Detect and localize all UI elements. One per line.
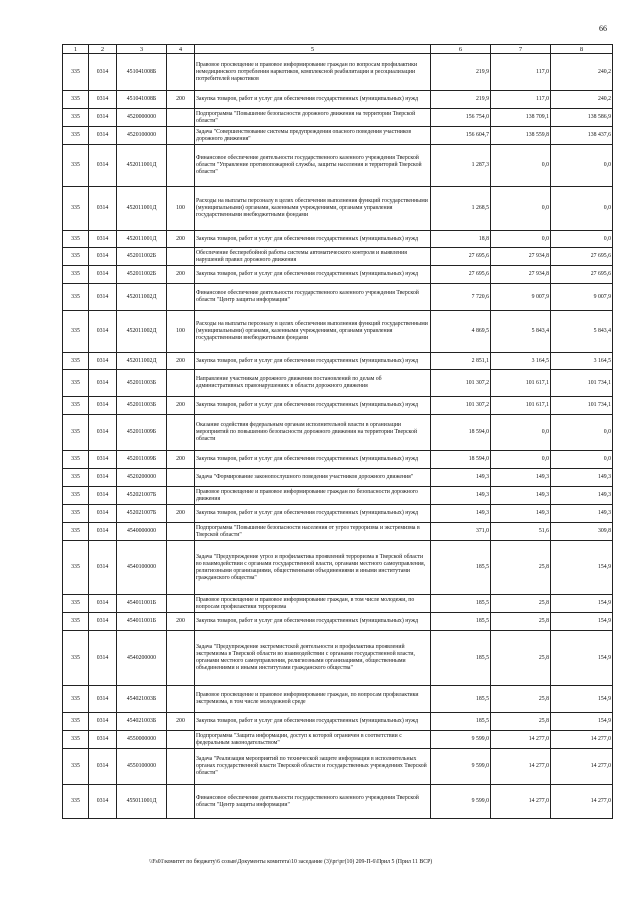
table-row [63, 686, 613, 713]
col-header-1: 1 [63, 45, 89, 54]
value-2019-cell: 219,9 [431, 91, 491, 109]
expense-type-cell [167, 785, 195, 819]
section-cell: 0314 [89, 284, 117, 311]
value-2020-cell: 0,0 [491, 187, 551, 231]
value-2019-cell: 185,5 [431, 631, 491, 686]
target-article-cell: 4540000000 [117, 523, 167, 541]
target-article-cell: 452011001Д [117, 145, 167, 187]
value-2019-cell: 149,3 [431, 469, 491, 487]
description-cell: Правовое просвещение и правовое информирование граждан по вопросам профилактики немедицинского потребления наркотиков, комплексной реабилитации и ресоциализации потребителей наркотиков [195, 54, 431, 91]
table-row [63, 523, 613, 541]
value-2020-cell: 117,0 [491, 91, 551, 109]
value-2020-cell: 25,8 [491, 613, 551, 631]
table-row [63, 109, 613, 127]
target-article-cell: 451041008Б [117, 91, 167, 109]
description-cell: Расходы на выплаты персоналу в целях обеспечения выполнения функций государственными (муниципальными) органами, казенными учреждениями, органами управления государственными внебюджетными фондами [195, 311, 431, 353]
value-2020-cell: 27 934,8 [491, 248, 551, 266]
description-cell: Задача "Предупреждение экстремистской деятельности и профилактика проявлений экстремизма в Тверской области во взаимодействии с органами государственной власти, органами местного самоуправления, религиозными организациями, общественными объединениями и иными институтами гражданского общества" [195, 631, 431, 686]
col-header-8: 8 [551, 45, 613, 54]
target-article-cell: 454021003Б [117, 713, 167, 731]
section-cell: 0314 [89, 311, 117, 353]
target-article-cell: 452011002Б [117, 266, 167, 284]
ministry-cell: 335 [63, 187, 89, 231]
section-cell: 0314 [89, 54, 117, 91]
target-article-cell: 452011003Б [117, 370, 167, 397]
table-row [63, 631, 613, 686]
value-2020-cell: 14 277,0 [491, 731, 551, 749]
col-header-5: 5 [195, 45, 431, 54]
value-2021-cell: 138 437,6 [551, 127, 613, 145]
value-2019-cell: 9 599,0 [431, 749, 491, 785]
value-2020-cell: 14 277,0 [491, 785, 551, 819]
value-2020-cell: 117,0 [491, 54, 551, 91]
value-2020-cell: 149,3 [491, 487, 551, 505]
table-row [63, 731, 613, 749]
section-cell: 0314 [89, 187, 117, 231]
section-cell: 0314 [89, 686, 117, 713]
value-2020-cell: 25,8 [491, 541, 551, 595]
expense-type-cell: 200 [167, 451, 195, 469]
value-2020-cell: 5 843,4 [491, 311, 551, 353]
ministry-cell: 335 [63, 109, 89, 127]
value-2021-cell: 9 007,9 [551, 284, 613, 311]
value-2020-cell: 101 617,1 [491, 397, 551, 415]
description-cell: Подпрограмма "Повышение безопасности населения от угроз терроризма и экстремизма в Тверской области" [195, 523, 431, 541]
expense-type-cell [167, 487, 195, 505]
table-row [63, 266, 613, 284]
section-cell: 0314 [89, 785, 117, 819]
expense-type-cell [167, 541, 195, 595]
ministry-cell: 335 [63, 451, 89, 469]
expense-type-cell: 200 [167, 91, 195, 109]
value-2020-cell: 25,8 [491, 631, 551, 686]
ministry-cell: 335 [63, 91, 89, 109]
value-2019-cell: 2 851,1 [431, 353, 491, 370]
value-2019-cell: 9 599,0 [431, 731, 491, 749]
expense-type-cell: 100 [167, 311, 195, 353]
ministry-cell: 335 [63, 505, 89, 523]
target-article-cell: 452011001Д [117, 187, 167, 231]
table-row [63, 353, 613, 370]
ministry-cell: 335 [63, 686, 89, 713]
table-row [63, 54, 613, 91]
expense-type-cell [167, 523, 195, 541]
description-cell: Финансовое обеспечение деятельности государственного казенного учреждения Тверской области "Управление противопожарной службы, защиты населения и территорий Тверской области" [195, 145, 431, 187]
description-cell: Закупка товаров, работ и услуг для обеспечения государственных (муниципальных) нужд [195, 505, 431, 523]
value-2021-cell: 0,0 [551, 451, 613, 469]
description-cell: Закупка товаров, работ и услуг для обеспечения государственных (муниципальных) нужд [195, 397, 431, 415]
target-article-cell: 452011002Б [117, 248, 167, 266]
value-2021-cell: 27 695,6 [551, 266, 613, 284]
value-2020-cell: 9 007,9 [491, 284, 551, 311]
description-cell: Закупка товаров, работ и услуг для обеспечения государственных (муниципальных) нужд [195, 91, 431, 109]
target-article-cell: 4550000000 [117, 731, 167, 749]
ministry-cell: 335 [63, 415, 89, 451]
value-2019-cell: 9 599,0 [431, 785, 491, 819]
value-2021-cell: 149,3 [551, 505, 613, 523]
description-cell: Задача "Совершенствование системы предупреждения опасного поведения участников дорожного движения" [195, 127, 431, 145]
value-2021-cell: 240,2 [551, 54, 613, 91]
value-2019-cell: 101 307,2 [431, 397, 491, 415]
table-row [63, 145, 613, 187]
ministry-cell: 335 [63, 731, 89, 749]
value-2021-cell: 0,0 [551, 231, 613, 248]
ministry-cell: 335 [63, 749, 89, 785]
description-cell: Правовое просвещение и правовое информирование граждан, в том числе молодежи, по вопросам профилактики терроризма [195, 595, 431, 613]
target-article-cell: 452021007Б [117, 487, 167, 505]
description-cell: Направление участникам дорожного движения постановлений по делам об административных правонарушениях в области дорожного движения [195, 370, 431, 397]
value-2020-cell: 0,0 [491, 451, 551, 469]
target-article-cell: 452011002Д [117, 284, 167, 311]
target-article-cell: 452011009Б [117, 451, 167, 469]
value-2020-cell: 0,0 [491, 231, 551, 248]
target-article-cell: 452011001Д [117, 231, 167, 248]
section-cell: 0314 [89, 145, 117, 187]
section-cell: 0314 [89, 469, 117, 487]
section-cell: 0314 [89, 353, 117, 370]
ministry-cell: 335 [63, 231, 89, 248]
value-2021-cell: 149,3 [551, 469, 613, 487]
description-cell: Закупка товаров, работ и услуг для обеспечения государственных (муниципальных) нужд [195, 231, 431, 248]
page-number: 66 [599, 24, 607, 33]
description-cell: Оказание содействия федеральным органам исполнительной власти в организации мероприятий по повышению безопасности дорожного движения на территории Тверской области [195, 415, 431, 451]
ministry-cell: 335 [63, 248, 89, 266]
value-2020-cell: 27 934,8 [491, 266, 551, 284]
table-row [63, 231, 613, 248]
value-2021-cell: 3 164,5 [551, 353, 613, 370]
value-2020-cell: 101 617,1 [491, 370, 551, 397]
value-2020-cell: 149,3 [491, 505, 551, 523]
expense-type-cell [167, 731, 195, 749]
description-cell: Подпрограмма "Повышение безопасности дорожного движения на территории Тверской области" [195, 109, 431, 127]
section-cell: 0314 [89, 541, 117, 595]
value-2019-cell: 101 307,2 [431, 370, 491, 397]
value-2020-cell: 149,3 [491, 469, 551, 487]
target-article-cell: 4520100000 [117, 127, 167, 145]
description-cell: Финансовое обеспечение деятельности государственного казенного учреждения Тверской области "Центр защиты информации" [195, 284, 431, 311]
section-cell: 0314 [89, 731, 117, 749]
footer-path: \\Fs01\комитет по бюджету\6 созыв\Документы комитета\10 заседание (3)\рг\рг(10) 209-П-6\Прил 5 (Прил 11 ВСР) [149, 859, 433, 865]
value-2021-cell: 14 277,0 [551, 731, 613, 749]
ministry-cell: 335 [63, 713, 89, 731]
value-2019-cell: 149,3 [431, 505, 491, 523]
ministry-cell: 335 [63, 266, 89, 284]
value-2019-cell: 1 268,5 [431, 187, 491, 231]
target-article-cell: 4540100000 [117, 541, 167, 595]
value-2020-cell: 138 559,8 [491, 127, 551, 145]
ministry-cell: 335 [63, 397, 89, 415]
value-2021-cell: 0,0 [551, 415, 613, 451]
description-cell: Закупка товаров, работ и услуг для обеспечения государственных (муниципальных) нужд [195, 451, 431, 469]
value-2021-cell: 138 586,9 [551, 109, 613, 127]
value-2020-cell: 25,8 [491, 595, 551, 613]
value-2021-cell: 0,0 [551, 187, 613, 231]
section-cell: 0314 [89, 451, 117, 469]
table-row [63, 785, 613, 819]
value-2019-cell: 185,5 [431, 686, 491, 713]
expense-type-cell [167, 595, 195, 613]
value-2021-cell: 27 695,6 [551, 248, 613, 266]
expense-type-cell [167, 469, 195, 487]
value-2020-cell: 0,0 [491, 415, 551, 451]
ministry-cell: 335 [63, 631, 89, 686]
section-cell: 0314 [89, 613, 117, 631]
expense-type-cell [167, 54, 195, 91]
value-2019-cell: 149,3 [431, 487, 491, 505]
ministry-cell: 335 [63, 127, 89, 145]
value-2019-cell: 1 287,3 [431, 145, 491, 187]
value-2020-cell: 25,8 [491, 686, 551, 713]
ministry-cell: 335 [63, 54, 89, 91]
value-2021-cell: 101 734,1 [551, 397, 613, 415]
value-2019-cell: 156 604,7 [431, 127, 491, 145]
table-row [63, 248, 613, 266]
target-article-cell: 451041008Б [117, 54, 167, 91]
table-row [63, 541, 613, 595]
target-article-cell: 452011009Б [117, 415, 167, 451]
table-row [63, 397, 613, 415]
value-2019-cell: 4 869,5 [431, 311, 491, 353]
section-cell: 0314 [89, 231, 117, 248]
description-cell: Закупка товаров, работ и услуг для обеспечения государственных (муниципальных) нужд [195, 266, 431, 284]
description-cell: Закупка товаров, работ и услуг для обеспечения государственных (муниципальных) нужд [195, 613, 431, 631]
description-cell: Задача "Реализация мероприятий по технической защите информации в исполнительных органах государственной власти Тверской области и государственных учреждениях Тверской области" [195, 749, 431, 785]
target-article-cell: 4520000000 [117, 109, 167, 127]
ministry-cell: 335 [63, 487, 89, 505]
description-cell: Задача "Формирование законопослушного поведения участников дорожного движения" [195, 469, 431, 487]
table-row [63, 284, 613, 311]
value-2021-cell: 154,9 [551, 613, 613, 631]
expense-type-cell [167, 109, 195, 127]
value-2019-cell: 27 695,6 [431, 266, 491, 284]
expense-type-cell: 200 [167, 613, 195, 631]
section-cell: 0314 [89, 91, 117, 109]
target-article-cell: 452011003Б [117, 397, 167, 415]
table-row [63, 613, 613, 631]
ministry-cell: 335 [63, 613, 89, 631]
value-2021-cell: 154,9 [551, 713, 613, 731]
ministry-cell: 335 [63, 311, 89, 353]
section-cell: 0314 [89, 631, 117, 686]
value-2021-cell: 154,9 [551, 631, 613, 686]
section-cell: 0314 [89, 415, 117, 451]
description-cell: Расходы на выплаты персоналу в целях обеспечения выполнения функций государственными (муниципальными) органами, казенными учреждениями, органами управления государственными внебюджетными фондами [195, 187, 431, 231]
value-2021-cell: 14 277,0 [551, 785, 613, 819]
value-2019-cell: 156 754,0 [431, 109, 491, 127]
expense-type-cell: 100 [167, 187, 195, 231]
table-row [63, 749, 613, 785]
value-2019-cell: 185,5 [431, 713, 491, 731]
value-2019-cell: 185,5 [431, 613, 491, 631]
value-2020-cell: 3 164,5 [491, 353, 551, 370]
target-article-cell: 4540200000 [117, 631, 167, 686]
value-2019-cell: 18 594,0 [431, 415, 491, 451]
value-2021-cell: 5 843,4 [551, 311, 613, 353]
value-2020-cell: 25,8 [491, 713, 551, 731]
expense-type-cell [167, 631, 195, 686]
value-2021-cell: 101 734,1 [551, 370, 613, 397]
description-cell: Правовое просвещение и правовое информирование граждан, по вопросам профилактики экстремизма, в том числе молодежной среде [195, 686, 431, 713]
description-cell: Правовое просвещение и правовое информирование граждан по безопасности дорожного движения [195, 487, 431, 505]
value-2019-cell: 185,5 [431, 595, 491, 613]
value-2019-cell: 219,9 [431, 54, 491, 91]
target-article-cell: 452011002Д [117, 311, 167, 353]
expense-type-cell [167, 415, 195, 451]
target-article-cell: 455011001Д [117, 785, 167, 819]
expense-type-cell [167, 370, 195, 397]
target-article-cell: 452011002Д [117, 353, 167, 370]
expense-type-cell: 200 [167, 231, 195, 248]
col-header-6: 6 [431, 45, 491, 54]
expense-type-cell [167, 127, 195, 145]
description-cell: Подпрограмма "Защита информации, доступ к которой ограничен в соответствии с федеральным законодательством" [195, 731, 431, 749]
target-article-cell: 454011001Б [117, 613, 167, 631]
target-article-cell: 4550100000 [117, 749, 167, 785]
col-header-7: 7 [491, 45, 551, 54]
expense-type-cell: 200 [167, 266, 195, 284]
description-cell: Финансовое обеспечение деятельности государственного казенного учреждения Тверской области "Центр защиты информации" [195, 785, 431, 819]
section-cell: 0314 [89, 397, 117, 415]
table-row [63, 127, 613, 145]
value-2019-cell: 18 594,0 [431, 451, 491, 469]
col-header-4: 4 [167, 45, 195, 54]
section-cell: 0314 [89, 505, 117, 523]
section-cell: 0314 [89, 749, 117, 785]
description-cell: Задача "Предупреждение угроз и профилактика проявлений терроризма в Тверской области во взаимодействии с органами государственной власти, органами местного самоуправления, религиозными организациями, общественными объединениями и иными институтами гражданского общества" [195, 541, 431, 595]
table-row [63, 451, 613, 469]
value-2021-cell: 154,9 [551, 595, 613, 613]
target-article-cell: 454011001Б [117, 595, 167, 613]
expense-type-cell [167, 284, 195, 311]
table-header-row [63, 45, 613, 54]
description-cell: Закупка товаров, работ и услуг для обеспечения государственных (муниципальных) нужд [195, 713, 431, 731]
target-article-cell: 4520200000 [117, 469, 167, 487]
section-cell: 0314 [89, 109, 117, 127]
description-cell: Закупка товаров, работ и услуг для обеспечения государственных (муниципальных) нужд [195, 353, 431, 370]
table-row [63, 595, 613, 613]
value-2021-cell: 149,3 [551, 487, 613, 505]
target-article-cell: 454021003Б [117, 686, 167, 713]
ministry-cell: 335 [63, 469, 89, 487]
ministry-cell: 335 [63, 145, 89, 187]
ministry-cell: 335 [63, 284, 89, 311]
target-article-cell: 452021007Б [117, 505, 167, 523]
value-2019-cell: 27 695,6 [431, 248, 491, 266]
value-2021-cell: 240,2 [551, 91, 613, 109]
col-header-3: 3 [117, 45, 167, 54]
col-header-2: 2 [89, 45, 117, 54]
expense-type-cell: 200 [167, 353, 195, 370]
value-2021-cell: 0,0 [551, 145, 613, 187]
value-2021-cell: 14 277,0 [551, 749, 613, 785]
expense-type-cell [167, 145, 195, 187]
value-2020-cell: 0,0 [491, 145, 551, 187]
section-cell: 0314 [89, 127, 117, 145]
value-2021-cell: 309,8 [551, 523, 613, 541]
table-row [63, 91, 613, 109]
value-2020-cell: 51,6 [491, 523, 551, 541]
section-cell: 0314 [89, 248, 117, 266]
section-cell: 0314 [89, 487, 117, 505]
table-row [63, 415, 613, 451]
expense-type-cell [167, 749, 195, 785]
table-body [63, 54, 613, 819]
ministry-cell: 335 [63, 353, 89, 370]
table-row [63, 370, 613, 397]
table-row [63, 469, 613, 487]
value-2021-cell: 154,9 [551, 686, 613, 713]
value-2020-cell: 14 277,0 [491, 749, 551, 785]
value-2020-cell: 138 709,1 [491, 109, 551, 127]
ministry-cell: 335 [63, 523, 89, 541]
expense-type-cell [167, 248, 195, 266]
value-2019-cell: 371,0 [431, 523, 491, 541]
expense-type-cell: 200 [167, 397, 195, 415]
section-cell: 0314 [89, 523, 117, 541]
description-cell: Обеспечение бесперебойной работы системы автоматического контроля и выявления нарушений правил дорожного движения [195, 248, 431, 266]
value-2021-cell: 154,9 [551, 541, 613, 595]
table-row [63, 311, 613, 353]
value-2019-cell: 185,5 [431, 541, 491, 595]
section-cell: 0314 [89, 595, 117, 613]
value-2019-cell: 7 720,6 [431, 284, 491, 311]
section-cell: 0314 [89, 370, 117, 397]
ministry-cell: 335 [63, 370, 89, 397]
table-row [63, 487, 613, 505]
expense-type-cell: 200 [167, 505, 195, 523]
table-row [63, 505, 613, 523]
ministry-cell: 335 [63, 785, 89, 819]
table-row [63, 187, 613, 231]
section-cell: 0314 [89, 266, 117, 284]
expense-type-cell: 200 [167, 713, 195, 731]
ministry-cell: 335 [63, 541, 89, 595]
section-cell: 0314 [89, 713, 117, 731]
table-row [63, 713, 613, 731]
value-2019-cell: 18,8 [431, 231, 491, 248]
ministry-cell: 335 [63, 595, 89, 613]
budget-table [62, 44, 613, 819]
expense-type-cell [167, 686, 195, 713]
